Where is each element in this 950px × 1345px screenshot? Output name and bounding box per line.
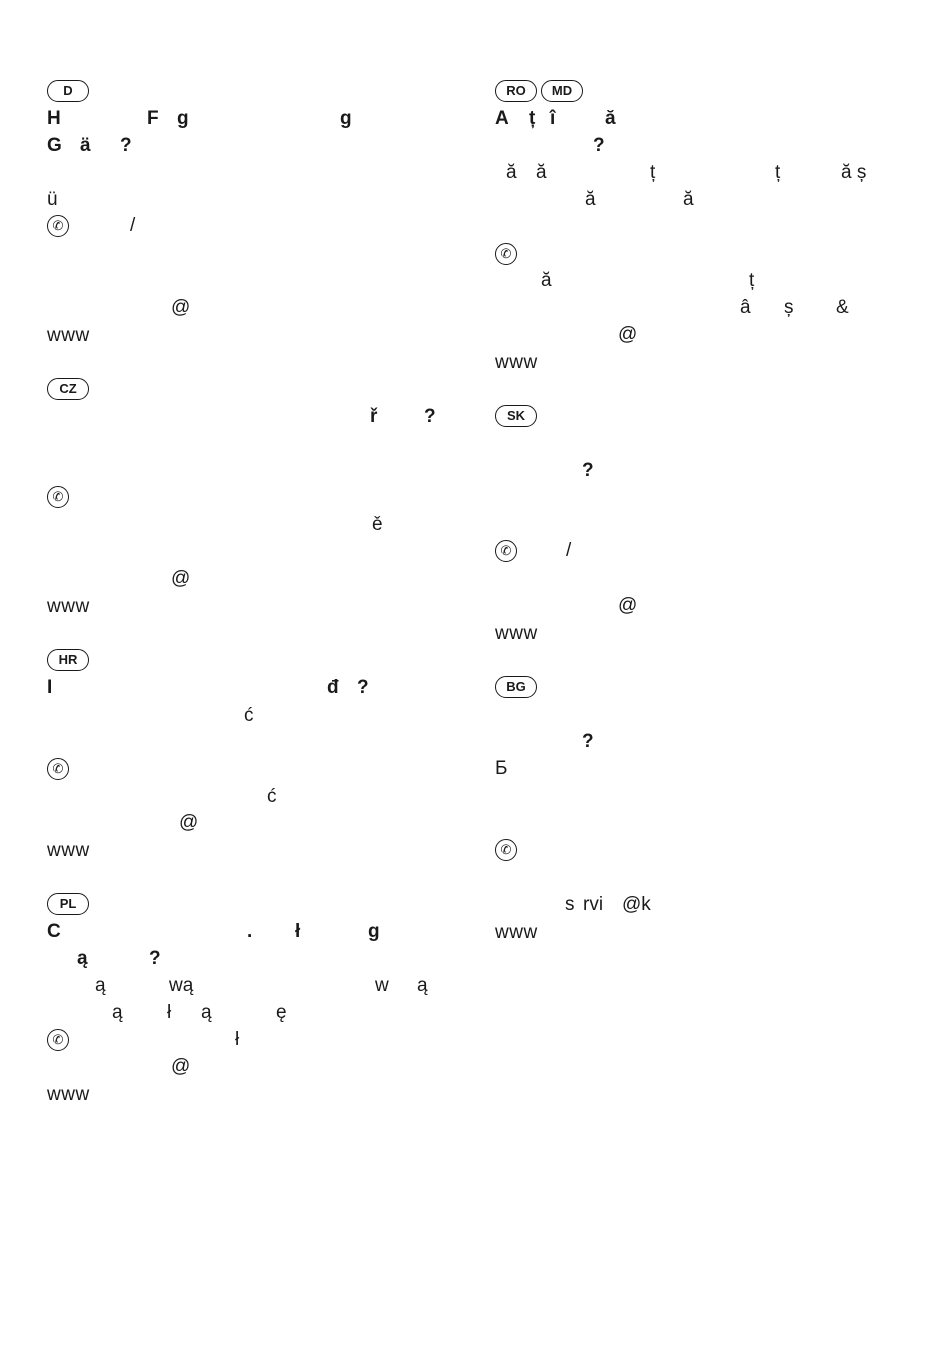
country-badge-cz: CZ	[47, 378, 89, 400]
heading-word: ?	[593, 135, 605, 156]
body-text: Б	[495, 758, 508, 779]
heading-word: g	[340, 108, 352, 129]
body-text: wą	[169, 975, 194, 996]
heading-word: ț	[529, 108, 536, 129]
country-badge-md: MD	[541, 80, 583, 102]
email-at: @	[618, 324, 638, 345]
email-at: @	[618, 595, 638, 616]
body-text: ă	[506, 162, 517, 183]
country-badge-ro: RO	[495, 80, 537, 102]
heading-word: ř	[370, 406, 378, 427]
body-text: ț	[650, 162, 656, 183]
heading-word: ą	[77, 948, 88, 969]
body-text: s	[565, 894, 575, 915]
heading-word: î	[550, 108, 556, 129]
body-text: ć	[267, 786, 277, 807]
country-badge-bg: BG	[495, 676, 537, 698]
website-link[interactable]: www	[495, 623, 538, 644]
heading-word: F	[147, 108, 159, 129]
body-text: ă	[536, 162, 547, 183]
body-text: ł	[235, 1029, 240, 1050]
body-text: w	[375, 975, 389, 996]
heading-word: ă	[605, 108, 616, 129]
website-link[interactable]: www	[47, 596, 90, 617]
body-text: ă ș	[841, 162, 867, 183]
heading-word: H	[47, 108, 61, 129]
heading-word: .	[247, 921, 253, 942]
heading-word: ?	[582, 460, 594, 481]
heading-word: G	[47, 135, 62, 156]
heading-word: ?	[120, 135, 132, 156]
website-link[interactable]: www	[47, 840, 90, 861]
country-badge-d: D	[47, 80, 89, 102]
body-text: ł	[167, 1002, 172, 1023]
website-link[interactable]: www	[47, 325, 90, 346]
phone-icon: ✆	[495, 243, 517, 265]
body-text: ă	[683, 189, 694, 210]
website-link[interactable]: www	[47, 1084, 90, 1105]
body-text: ě	[372, 514, 383, 535]
body-text: ą	[112, 1002, 123, 1023]
country-badge-sk: SK	[495, 405, 537, 427]
heading-word: đ	[327, 677, 339, 698]
email-at: @k	[622, 894, 651, 915]
body-text: ą	[201, 1002, 212, 1023]
heading-word: ?	[582, 731, 594, 752]
heading-word: ?	[149, 948, 161, 969]
body-text: â	[740, 297, 751, 318]
body-text: &	[836, 297, 849, 318]
body-text: ț	[749, 270, 755, 291]
heading-word: I	[47, 677, 53, 698]
phone-icon: ✆	[47, 486, 69, 508]
body-text: ă	[541, 270, 552, 291]
email-at: @	[171, 1056, 191, 1077]
email-at: @	[171, 568, 191, 589]
body-text: ę	[276, 1002, 287, 1023]
phone-icon: ✆	[495, 839, 517, 861]
website-link[interactable]: www	[495, 922, 538, 943]
phone-icon: ✆	[47, 1029, 69, 1051]
phone-icon: ✆	[495, 540, 517, 562]
heading-word: g	[368, 921, 380, 942]
heading-word: A	[495, 108, 509, 129]
phone-icon: ✆	[47, 215, 69, 237]
body-text: /	[130, 215, 136, 236]
body-text: ü	[47, 189, 58, 210]
email-at: @	[179, 812, 199, 833]
country-badge-pl: PL	[47, 893, 89, 915]
country-badge-hr: HR	[47, 649, 89, 671]
body-text: rvi	[583, 894, 604, 915]
body-text: ș	[784, 297, 794, 318]
heading-word: g	[177, 108, 189, 129]
body-text: ą	[417, 975, 428, 996]
phone-icon: ✆	[47, 758, 69, 780]
website-link[interactable]: www	[495, 352, 538, 373]
heading-word: ?	[357, 677, 369, 698]
body-text: ć	[244, 705, 254, 726]
body-text: ă	[585, 189, 596, 210]
heading-word: ł	[295, 921, 301, 942]
heading-word: ?	[424, 406, 436, 427]
body-text: ț	[775, 162, 781, 183]
heading-word: ä	[80, 135, 91, 156]
body-text: ą	[95, 975, 106, 996]
heading-word: C	[47, 921, 61, 942]
email-at: @	[171, 297, 191, 318]
body-text: /	[566, 540, 572, 561]
